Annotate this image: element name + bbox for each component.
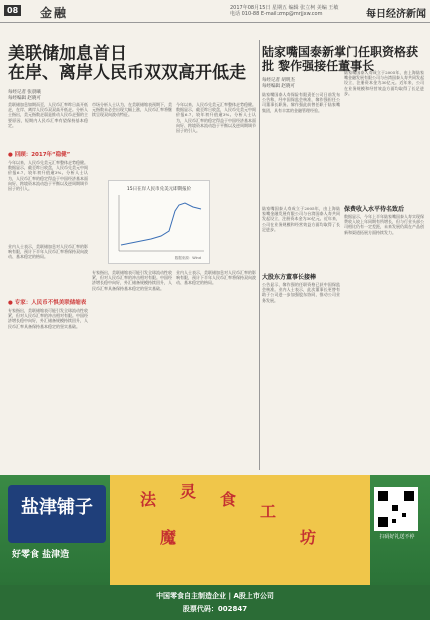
ad-qr-code[interactable] xyxy=(374,487,418,531)
left-para-1: 美联储加息如期而至，人民币汇率昨日高开低走，在岸、离岸人民币双双高开低走。分析人士指出，美元指数走弱是推动人民币走强的主要原因，短期内人民币汇率有望保持基本稳定。 xyxy=(8,102,88,128)
ad-brand: 盐津铺子 xyxy=(21,497,93,518)
column-divider xyxy=(259,40,260,470)
right-para-3: 公告显示，黎作强的任职资格已获中国保监会核准。业内人士表示，此次董事长更替有助于公司进一步加强股东协同，推动公司业务发展。 xyxy=(262,282,340,303)
left-para-2: 今年以来，人民币兑美元汇率整体走势稳健。数据显示，截至昨日收盘，人民币兑美元中间价报6.7，较年初升值逾3%。分析人士认为，人民币汇率的稳定得益于中国经济基本面向好、跨境资本流动趋于平衡以及逆周期调节因子的引入。 xyxy=(8,160,88,192)
ad-stock-code: 股票代码：002847 xyxy=(182,605,248,613)
chart-title: 15日在岸人民币兑美元即期报价 xyxy=(126,187,192,192)
ad-artwork xyxy=(110,475,370,585)
page-header xyxy=(0,0,430,23)
advertisement xyxy=(0,475,430,620)
header-meta: 2017年08月15日 星期五 编辑 张立柯 美编 王敏 电话 010-88 E-mail:zmp@mrjjxw.com xyxy=(230,5,339,17)
chart-note: 数据来源：Wind xyxy=(174,256,201,260)
ad-logo xyxy=(8,485,106,543)
ad-bottom-bar xyxy=(0,585,430,620)
ad-qr-caption: 扫码好礼送不停 xyxy=(379,534,415,540)
ad-char-4: 工 xyxy=(260,502,277,521)
ad-char-2: 灵 xyxy=(180,482,197,501)
right-para-4: 陆家嘴国泰人寿成立于2005年，由上海陆家嘴金融发展有限公司与台湾国泰人寿共同发起设立，注册资本金为30亿元。近年来，公司在业务规模和经营效益方面均取得了长足进步。 xyxy=(344,70,424,96)
ad-company-line: 中国零食自主制造企业 | A股上市公司 xyxy=(156,592,274,600)
qr-icon xyxy=(376,489,416,529)
ad-char-6: 坊 xyxy=(300,528,317,547)
left-para-4: 专家指出，美联储缩表可能引发全球流动性收紧，但对人民币汇率的冲击相对有限。中国经济增长稳中向好，外汇储备规模持续回升，人民币汇率具备保持基本稳定的坚实基础。 xyxy=(8,308,88,329)
left-headline xyxy=(8,45,256,83)
left-subhead-2: ● 专家：人民币不惧美联储缩表 xyxy=(8,300,87,306)
left-headline-line1: 美联储加息首日 xyxy=(8,44,127,64)
left-subhead-1: ● 回顾：2017年“稳健” xyxy=(8,152,71,158)
rate-chart xyxy=(108,180,210,264)
left-headline-line2: 在岸、离岸人民币双双高开低走 xyxy=(8,63,246,83)
left-para-7: 业内人士表示，美联储加息对人民币汇率的影响有限，预计下半年人民币汇率将保持双向波动、基本稳定的格局。 xyxy=(176,270,256,286)
page-number: 08 xyxy=(4,5,21,16)
ad-char-3: 食 xyxy=(220,490,237,509)
left-para-3: 业内人士表示，美联储加息对人民币汇率的影响有限，预计下半年人民币汇率将保持双向波动、基本稳定的格局。 xyxy=(8,244,88,260)
chart-line xyxy=(121,203,201,245)
ad-slogan: 好零食 盐津造 xyxy=(12,550,70,560)
paper-name: 每日经济新闻 xyxy=(366,9,426,20)
ad-char-5: 魔 xyxy=(160,528,177,547)
right-para-2: 陆家嘴国泰人寿成立于2005年，由上海陆家嘴金融发展有限公司与台湾国泰人寿共同发起设立，注册资本金为30亿元。近年来，公司在业务规模和经营效益方面均取得了长足进步。 xyxy=(262,206,340,232)
right-para-1: 陆家嘴国泰人寿保险有限责任公司日前发布公告称，经中国保监会核准，黎作强担任公司董事长职务。黎作强此前曾任职于陆家嘴集团，具有丰富的金融管理经验。 xyxy=(262,92,340,113)
left-para-5: 市场分析人士认为，在美联储缩表预期下，美元指数未必会出现大幅上涨，人民币汇率将继续呈现双向波动特征。 xyxy=(92,102,172,118)
right-subhead-2: 保费收入水平待名致后 xyxy=(344,206,405,213)
right-subhead-1: 大股东方董事长接棒 xyxy=(262,274,317,281)
right-headline: 陆家嘴国泰新掌门任职资格获批 黎作强接任董事长 xyxy=(262,45,419,73)
left-para-2-cont: 今年以来，人民币兑美元汇率整体走势稳健。数据显示，截至昨日收盘，人民币兑美元中间价报6.7，较年初升值逾3%。分析人士认为，人民币汇率的稳定得益于中国经济基本面向好、跨境资本流动趋于平衡以及逆周期调节因子的引入。 xyxy=(176,102,256,134)
left-byline: 每经记者 张晨曦 每经编辑 赵晓可 xyxy=(8,90,41,101)
left-para-6: 专家指出，美联储缩表可能引发全球流动性收紧，但对人民币汇率的冲击相对有限。中国经济增长稳中向好，外汇储备规模持续回升，人民币汇率具备保持基本稳定的坚实基础。 xyxy=(92,270,172,291)
right-para-5: 数据显示，今年上半年陆家嘴国泰人寿实现保费收入较上年同期有所增长，但与行业头部公司相比仍有一定差距，未来发展仍需在产品创新和渠道拓展方面持续发力。 xyxy=(344,214,424,235)
right-byline: 每经记者 胡明杰 每经编辑 赵晓可 xyxy=(262,78,295,89)
ad-char-1: 法 xyxy=(140,490,157,509)
section-title: 金融 xyxy=(40,6,69,20)
rate-chart-svg xyxy=(109,181,209,263)
